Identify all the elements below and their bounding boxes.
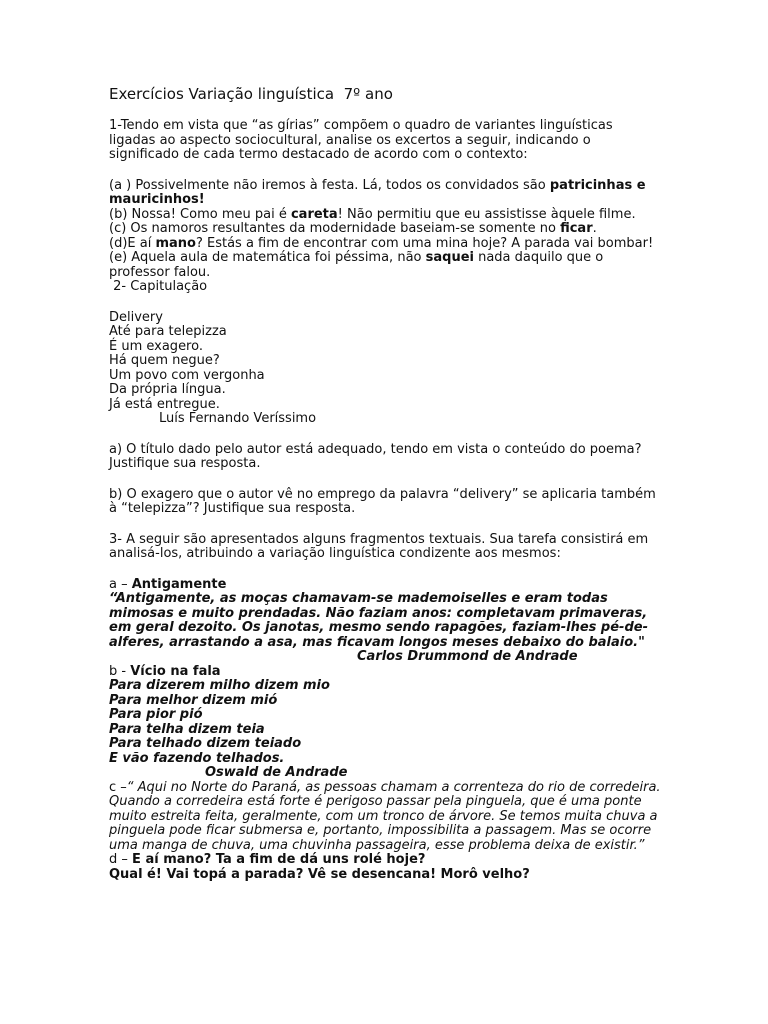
q1-item-d [109, 237, 664, 252]
q3-item-d-text: E aí mano? Ta a fim de dá uns rolé hoje? [132, 852, 426, 867]
q3-item-b-heading [109, 665, 664, 680]
poem-line: Um povo com vergonha [109, 367, 265, 383]
q1-item-a-term: patricinhas e [549, 177, 646, 193]
q3-item-c-prefix: c – [109, 779, 127, 795]
q1-intro-line: ligadas ao aspecto sociocultural, analise os excertos a seguir, indicando o [109, 132, 591, 148]
q3-item-c-text: muito estreita feita, geralmente, com um tronco de árvore. Se temos muita chuva a [109, 808, 658, 824]
q1-item-a-text: (a ) Possivelmente não iremos à festa. Lá, todos os convidados são [109, 177, 550, 193]
q3-item-b-author: Oswald de Andrade [205, 765, 348, 780]
q1-item-b-text: (b) Nossa! Como meu pai é [109, 206, 291, 222]
q3-item-a-label: Antigamente [131, 576, 227, 592]
document-title: Exercícios Variação linguística 7º ano [109, 85, 393, 103]
q1-item-e-term: saquei [425, 250, 474, 265]
q1-item-e-text-end: nada daquilo que o [473, 250, 604, 265]
q3-intro-line: analisá-los, atribuindo a variação linguística condizente aos mesmos: [109, 546, 561, 561]
poem-line: Já está entregue. [109, 396, 220, 412]
poem-line: Delivery [109, 309, 163, 325]
q2-heading: 2- Capitulação [109, 279, 208, 294]
q3-item-b-text: E vão fazendo telhados. [109, 750, 285, 766]
poem-line: Da própria língua. [109, 382, 226, 397]
q3-item-a-prefix: a – [109, 576, 132, 592]
q1-item-a [109, 179, 664, 194]
q3-item-d-prefix: d – [109, 852, 133, 867]
q3-item-b-prefix: b - [109, 663, 131, 679]
q3-item-c-text: Quando a corredeira está forte é perigoso passar pela pinguela, que é uma ponte [109, 794, 642, 809]
q1-item-e [109, 251, 664, 266]
q1-item-e-cont: professor falou. [109, 264, 211, 280]
q1-item-c-text: (c) Os namoros resultantes da modernidade baseiam-se somente no [109, 221, 561, 236]
q1-item-a-term-cont: mauricinhos! [109, 192, 205, 207]
poem-author: Luís Fernando Veríssimo [159, 411, 317, 426]
poem-line: Há quem negue? [109, 353, 220, 368]
q3-item-c-text: “ Aqui no Norte do Paraná, as pessoas chamam a correnteza do rio de corredeira. [126, 779, 661, 795]
q2-question-b: à “telepizza”? Justifique sua resposta. [109, 501, 356, 516]
q3-item-a-text: mimosas e muito prendadas. Não faziam anos: completavam primaveras, [109, 605, 648, 621]
q3-item-a-author: Carlos Drummond de Andrade [357, 649, 578, 664]
q1-item-b-text-end: ! Não permitiu que eu assistisse àquele filme. [337, 206, 636, 222]
q3-item-b-text: Para telhado dizem teiado [109, 736, 302, 751]
q2-question-b: b) O exagero que o autor vê no emprego da palavra “delivery” se aplicaria também [109, 486, 656, 502]
q3-item-c-text: uma manga de chuva, uma chuvinha passageira, esse problema deixa de existir.” [109, 837, 645, 853]
q3-item-d-line [109, 853, 664, 868]
q1-intro-line: significado de cada termo destacado de acordo com o contexto: [109, 147, 528, 162]
document-body [109, 119, 664, 882]
q3-item-c-line [109, 781, 664, 796]
q3-item-a-text: alferes, arrastando a asa, mas ficavam longos meses debaixo do balaio." [109, 634, 645, 650]
q3-intro-line: 3- A seguir são apresentados alguns fragmentos textuais. Sua tarefa consistirá em [109, 531, 649, 547]
q1-item-e-text: (e) Aquela aula de matemática foi péssima, não [109, 250, 426, 265]
q3-item-c-text: pinguela pode ficar submersa e, portanto, impossibilita a passagem. Mas se ocorre [109, 823, 652, 838]
q1-item-d-text-end: ? Estás a fim de encontrar com uma mina hoje? A parada vai bombar! [195, 235, 654, 251]
q1-item-c-text-end: . [592, 221, 597, 236]
q3-item-a-heading [109, 578, 664, 593]
q3-item-b-text: Para telha dizem teia [109, 721, 265, 737]
q3-item-d-text: Qual é! Vai topá a parada? Vê se desencana! Morô velho? [109, 866, 530, 882]
poem-line: É um exagero. [109, 338, 203, 354]
q1-item-d-term: mano [155, 235, 196, 251]
q3-item-a-text: em geral dezoito. Os janotas, mesmo sendo rapagões, faziam-lhes pé-de- [109, 620, 648, 635]
q1-item-c-term: ficar [560, 221, 593, 236]
q1-item-b [109, 208, 664, 223]
q1-intro-line: 1-Tendo em vista que “as gírias” compõem o quadro de variantes linguísticas [109, 118, 613, 133]
q3-item-b-text: Para dizerem milho dizem mio [109, 678, 330, 693]
q2-question-a: Justifique sua resposta. [109, 456, 261, 471]
poem-line: Até para telepizza [109, 324, 227, 339]
q1-item-b-term: careta [290, 206, 338, 222]
q3-item-a-text: “Antigamente, as moças chamavam-se mademoiselles e eram todas [109, 591, 608, 606]
q3-item-b-text: Para pior pió [109, 707, 203, 722]
q1-item-c [109, 222, 664, 237]
q3-item-b-label: Vício na fala [130, 663, 221, 679]
q3-item-b-text: Para melhor dizem mió [109, 692, 278, 708]
q1-item-d-text: (d)E aí [109, 235, 156, 251]
q2-question-a: a) O título dado pelo autor está adequado, tendo em vista o conteúdo do poema? [109, 441, 642, 457]
